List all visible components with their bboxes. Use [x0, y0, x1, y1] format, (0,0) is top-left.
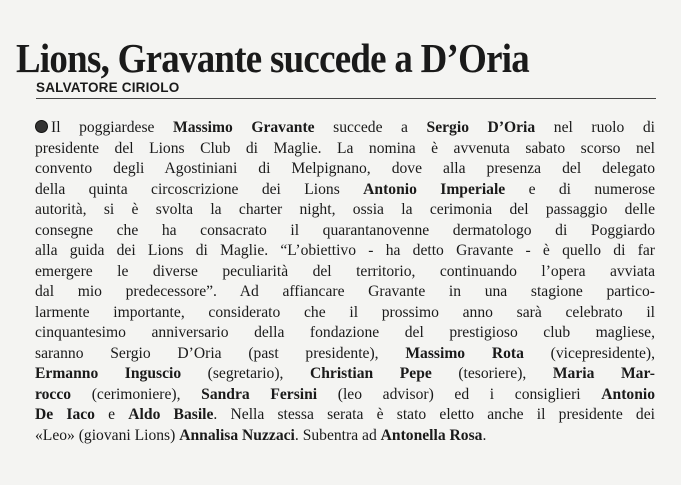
- article-text: cinquantesimo anniversario della fondazione del prestigioso club magliese,: [35, 324, 655, 341]
- bold-name: Massimo Rota: [405, 344, 524, 362]
- bold-name: De Iaco: [35, 406, 95, 423]
- bold-name: Antonio Imperiale: [363, 180, 506, 198]
- bold-name: Annalisa Nuzzaci: [179, 426, 295, 444]
- bold-name: rocco: [35, 385, 72, 403]
- article-text: larmente importante, considerato che il prossimo anno sarà celebrato il: [35, 303, 655, 321]
- article-text: Il poggiardese: [51, 119, 173, 136]
- article-line: [35, 344, 655, 365]
- article-text: «Leo» (giovani Lions): [35, 426, 180, 444]
- bold-name: Aldo Basile: [128, 406, 214, 423]
- article-text: (segretario),: [181, 365, 310, 382]
- bold-name: Massimo Gravante: [173, 119, 315, 136]
- article-line: [35, 241, 655, 262]
- article-text: consegne che ha consacrato il quarantanovenne dermatologo di Poggiardo: [35, 221, 655, 239]
- article-body: [35, 118, 655, 446]
- article-text: (vicepresidente),: [523, 344, 655, 362]
- article-text: e: [94, 406, 129, 423]
- headline: Lions, Gravante succede a D’Oria: [16, 35, 529, 82]
- bold-name: Ermanno Inguscio: [35, 365, 182, 382]
- bullet-icon: [35, 120, 48, 133]
- article-line: [35, 262, 655, 283]
- article-text: autorità, si è svolta la charter night, ossia la cerimonia del passaggio delle: [35, 201, 655, 218]
- article-line: [35, 303, 655, 324]
- article-text: . Nella stessa serata è stato eletto anche il presidente dei: [213, 406, 655, 423]
- article-text: . Subentra ad: [294, 426, 381, 444]
- article-line: [35, 159, 655, 180]
- article-text: (tesoriere),: [431, 365, 553, 382]
- article-line: [35, 221, 655, 242]
- bold-name: Maria Mar-: [552, 365, 655, 382]
- byline: SALVATORE CIRIOLO: [36, 79, 656, 99]
- article-text: saranno Sergio D’Oria (past presidente),: [35, 344, 406, 362]
- article-line: [35, 139, 655, 160]
- article-line: [35, 364, 655, 385]
- bold-name: Sandra Fersini: [201, 385, 318, 403]
- bold-name: Antonella Rosa: [380, 426, 483, 444]
- article-line: [35, 118, 655, 139]
- article-text: succede a: [314, 119, 427, 136]
- article-line: [35, 323, 655, 344]
- article-text: (cerimoniere),: [71, 385, 202, 403]
- article-text: .: [482, 426, 487, 444]
- article-line: [35, 405, 655, 426]
- article-line: [35, 180, 655, 201]
- article-text: emergere le diverse peculiarità del territorio, continuando l’opera avviata: [35, 262, 655, 280]
- article-text: alla guida dei Lions di Maglie. “L’obiettivo - ha detto Gravante - è quello di far: [35, 242, 655, 259]
- bold-name: Christian Pepe: [309, 365, 432, 382]
- bold-name: Sergio D’Oria: [426, 119, 536, 136]
- article-text: (leo advisor) ed i consiglieri: [317, 385, 602, 403]
- article-text: convento degli Agostiniani di Melpignano, dove alla presenza del delegato: [35, 160, 655, 177]
- bold-name: Antonio: [601, 385, 655, 403]
- article-line: [35, 282, 655, 303]
- article-text: della quinta circoscrizione dei Lions: [35, 180, 364, 198]
- article-text: presidente del Lions Club di Maglie. La nomina è avvenuta sabato scorso nel: [35, 139, 655, 157]
- article-text: nel ruolo di: [535, 119, 655, 136]
- article-text: e di numerose: [505, 180, 655, 198]
- article-line: [35, 200, 655, 221]
- article-text: dal mio predecessore”. Ad affiancare Gravante in una stagione partico-: [35, 283, 655, 300]
- article-line: [35, 426, 655, 447]
- article-line: [35, 385, 655, 406]
